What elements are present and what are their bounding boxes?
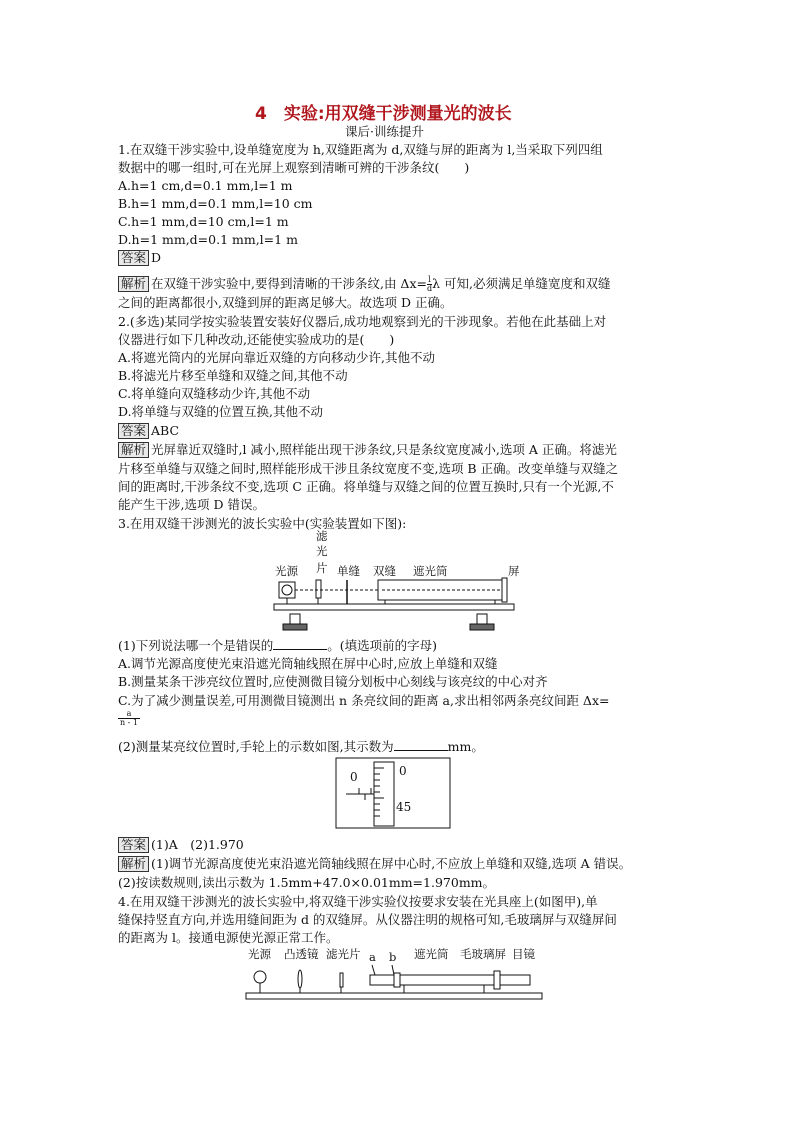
q3-analysis-line1: 解析 (1)调节光源高度使光束沿遮光筒轴线照在屏中心时,不应放上单缝和双缝,选项 A 错误。 xyxy=(118,855,631,873)
label-b: b xyxy=(389,950,397,964)
q1-analysis-b: λ 可知,必须满足单缝宽度和双缝 xyxy=(432,276,611,291)
q2-option-b: B.将滤光片移至单缝和双缝之间,其他不动 xyxy=(118,368,348,383)
fraction-a-over-n-minus-1: a n - 1 xyxy=(119,709,139,727)
answer-blank-1[interactable] xyxy=(273,637,327,650)
q2-option-d: D.将单缝与双缝的位置互换,其他不动 xyxy=(118,404,324,419)
q1-option-d: D.h=1 mm,d=0.1 mm,l=1 m xyxy=(118,232,298,247)
main-scale-zero: 0 xyxy=(350,770,358,784)
page-subtitle: 课后·训练提升 xyxy=(345,124,424,139)
label-filter-3: 片 xyxy=(316,561,328,575)
thimble-bottom-label: 45 xyxy=(396,800,412,814)
q3-option-c: C.为了减少测量误差,可用测微目镜测出 n 条亮纹间的距离 a,求出相邻两条亮纹间距 Δx= xyxy=(118,693,610,708)
q1-option-a: A.h=1 cm,d=0.1 mm,l=1 m xyxy=(118,178,293,193)
q1-line1: 1.在双缝干涉实验中,设单缝宽度为 h,双缝距离为 d,双缝与屏的距离为 l,当采取下列四组 xyxy=(118,142,603,157)
q4-line2: 缝保持竖直方向,并选用缝间距为 d 的双缝屏。从仪器注明的规格可知,毛玻璃屏与双缝屏间 xyxy=(118,912,617,927)
q2-option-a: A.将遮光筒内的光屏向靠近双缝的方向移动少许,其他不动 xyxy=(118,350,435,365)
q2-line2: 仪器进行如下几种改动,还能使实验成功的是( ) xyxy=(118,332,395,347)
q4-apparatus-figure xyxy=(244,945,554,1005)
q3-apparatus-figure xyxy=(270,529,530,637)
label-filter-2: 光 xyxy=(316,544,328,558)
micrometer-reading-figure xyxy=(334,756,454,831)
q2-option-c: C.将单缝向双缝移动少许,其他不动 xyxy=(118,386,311,401)
answer-text: ABC xyxy=(151,423,180,438)
label-tube: 遮光筒 xyxy=(414,947,449,961)
label-tube: 遮光筒 xyxy=(413,564,448,578)
label-double-slit: 双缝 xyxy=(373,564,396,578)
q2-answer xyxy=(118,422,179,440)
label-filter: 滤光片 xyxy=(326,947,361,961)
analysis-tag: 解析 xyxy=(118,276,149,292)
q2-analysis-line2: 片移至单缝与双缝之间时,照样能形成干涉且条纹宽度不变,选项 B 正确。改变单缝与双缝之 xyxy=(118,461,619,476)
label-eyepiece: 目镜 xyxy=(512,947,535,961)
label-frosted-screen: 毛玻璃屏 xyxy=(460,947,506,961)
answer-text: D xyxy=(151,250,162,265)
thimble-top-label: 0 xyxy=(399,764,407,778)
q1-analysis-a: 在双缝干涉实验中,要得到清晰的干涉条纹,由 Δx= xyxy=(151,276,427,291)
label-convex-lens: 凸透镜 xyxy=(284,947,319,961)
answer-tag: 答案 xyxy=(118,250,149,266)
q1-option-c: C.h=1 mm,d=10 cm,l=1 m xyxy=(118,214,289,229)
q1-analysis-line2: 之间的距离都很小,双缝到屏的距离足够大。故选项 D 正确。 xyxy=(118,295,453,310)
answer-text: (1)A (2)1.970 xyxy=(151,837,244,852)
q3-line1: 3.在用双缝干涉测光的波长实验中(实验装置如下图): xyxy=(118,516,407,531)
q3-answer xyxy=(118,836,244,854)
q1-option-b: B.h=1 mm,d=0.1 mm,l=10 cm xyxy=(118,196,313,211)
q2-analysis-line3: 间的距离时,干涉条纹不变,选项 C 正确。将单缝与双缝之间的位置互换时,只有一个光源,不 xyxy=(118,479,614,494)
label-screen: 屏 xyxy=(508,564,520,578)
q4-apparatus-drawing xyxy=(244,945,554,1005)
q4-line3: 的距离为 l。接通电源使光源正常工作。 xyxy=(118,930,339,945)
answer-tag: 答案 xyxy=(118,423,149,439)
q3-option-b: B.测量某条干涉亮纹位置时,应使测微目镜分划板中心刻线与该亮纹的中心对齐 xyxy=(118,674,548,689)
q3-option-a: A.调节光源高度使光束沿遮光筒轴线照在屏中心时,应放上单缝和双缝 xyxy=(118,656,498,671)
q3-part1: (1)下列说法哪一个是错误的 。(填选项前的字母) xyxy=(118,638,437,653)
q3-part2: (2)测量某亮纹位置时,手轮上的示数如图,其示数为 mm。 xyxy=(118,739,484,754)
answer-tag: 答案 xyxy=(118,837,149,853)
q2-analysis-line4: 能产生干涉,选项 D 错误。 xyxy=(118,497,265,512)
label-filter-1: 滤 xyxy=(316,529,328,543)
apparatus-drawing xyxy=(270,532,530,637)
q3-analysis-line2: (2)按读数规则,读出示数为 1.5mm+47.0×0.01mm=1.970mm。 xyxy=(118,875,496,890)
q1-answer xyxy=(118,249,161,267)
page-title: 4 实验:用双缝干涉测量光的波长 xyxy=(255,104,512,124)
label-light-source: 光源 xyxy=(275,564,298,578)
analysis-tag: 解析 xyxy=(118,442,149,458)
q1-line2: 数据中的哪一组时,可在光屏上观察到清晰可辨的干涉条纹( ) xyxy=(118,160,470,175)
q2-line1: 2.(多选)某同学按实验装置安装好仪器后,成功地观察到光的干涉现象。若他在此基础上对 xyxy=(118,314,607,329)
label-single-slit: 单缝 xyxy=(337,564,360,578)
fraction-l-over-d: $\frac{l}{d}$ xyxy=(427,275,433,293)
label-a: a xyxy=(369,950,376,964)
analysis-tag: 解析 xyxy=(118,856,149,872)
q2-analysis-line1: 解析 光屏靠近双缝时,l 减小,照样能出现干涉条纹,只是条纹宽度减小,选项 A 正确。将滤光 xyxy=(118,441,617,459)
q4-line1: 4.在用双缝干涉测光的波长实验中,将双缝干涉实验仪按要求安装在光具座上(如图甲),单 xyxy=(118,894,598,909)
label-light-source: 光源 xyxy=(248,947,271,961)
q1-analysis-line1 xyxy=(118,275,611,293)
answer-blank-2[interactable] xyxy=(394,738,448,751)
